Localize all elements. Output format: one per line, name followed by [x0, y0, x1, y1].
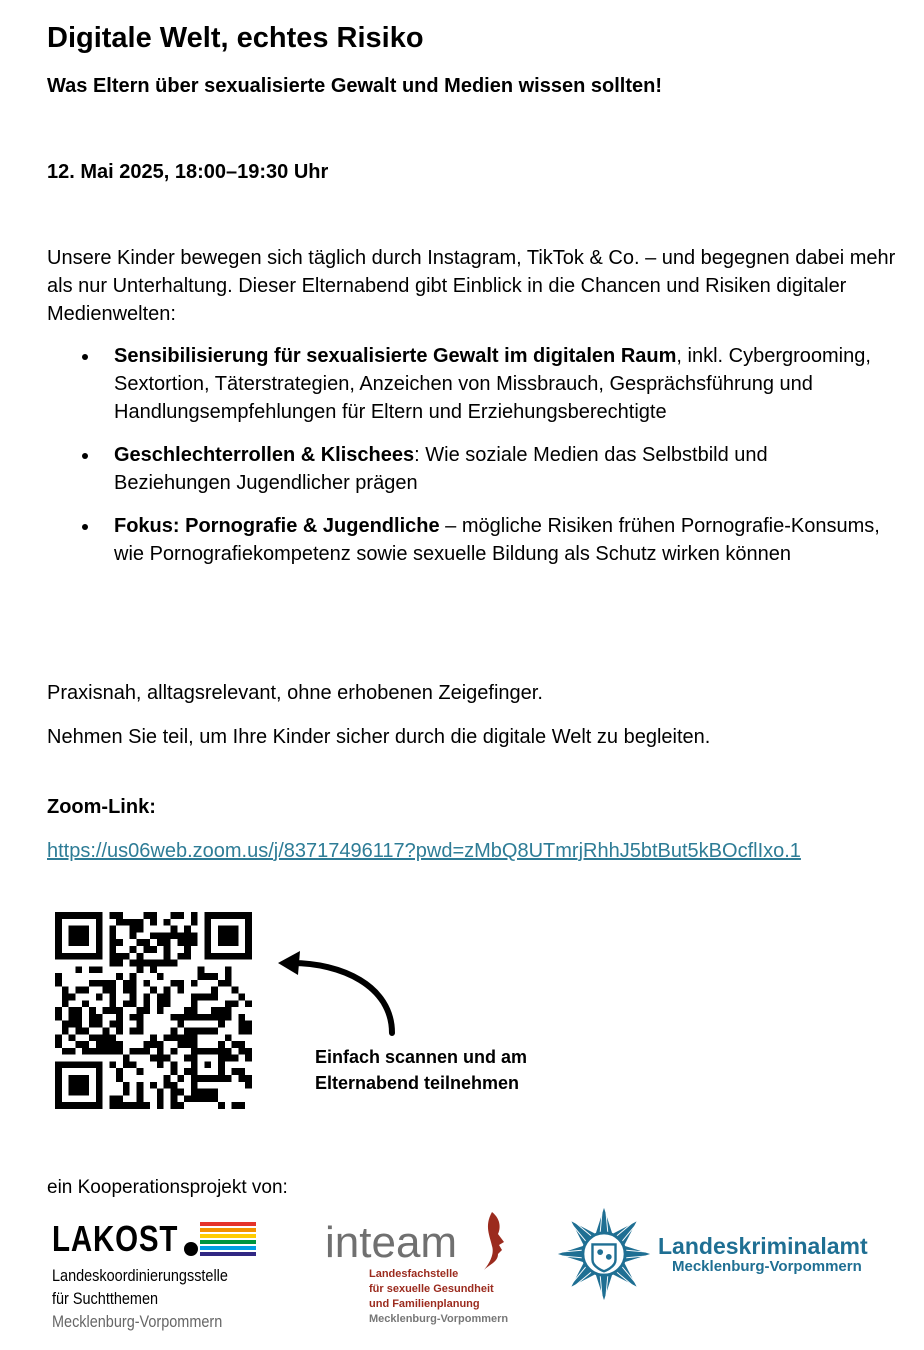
list-item-heading: Geschlechterrollen & Klischees [114, 444, 415, 466]
closing-line-1: Praxisnah, alltagsrelevant, ohne erhobenen Zeigefinger. [47, 682, 543, 704]
lakost-stripes-icon [200, 1222, 256, 1256]
lakost-stripe [200, 1228, 256, 1232]
closing-line-2: Nehmen Sie teil, um Ihre Kinder sicher durch die digitale Welt zu begleiten. [47, 726, 711, 748]
list-item-heading: Sensibilisierung für sexualisierte Gewalt im digitalen Raum [114, 345, 677, 367]
lka-name: Landeskriminalamt [658, 1233, 868, 1259]
zoom-link-label: Zoom-Link: [47, 796, 156, 818]
inteam-line-1: Landesfachstelle [369, 1268, 459, 1280]
police-star-icon [556, 1206, 652, 1302]
lakost-stripe [200, 1234, 256, 1238]
topic-list [47, 342, 887, 583]
lakost-stripe [200, 1240, 256, 1244]
qr-code-icon[interactable] [55, 912, 252, 1109]
lakost-dot-icon [184, 1242, 198, 1256]
list-item [47, 512, 887, 568]
inteam-logo [322, 1212, 542, 1332]
lakost-stripe [200, 1246, 256, 1250]
lakost-logo [52, 1218, 267, 1333]
lakost-line-1: Landeskoordinierungsstelle [52, 1266, 228, 1285]
list-item [47, 342, 887, 426]
list-item-heading: Fokus: Pornografie & Jugendliche [114, 515, 440, 537]
intro-paragraph: Unsere Kinder bewegen sich täglich durch Instagram, TikTok & Co. – und begegnen dabei mehr als nur Unterhaltung. Dieser Elternabend gibt Einblick in die Chancen und Risiken digitaler Medienwelten: [47, 247, 896, 325]
lakost-line-3: Mecklenburg-Vorpommern [52, 1312, 223, 1331]
bullet-icon [82, 524, 88, 530]
inteam-line-4: Mecklenburg-Vorpommern [369, 1313, 509, 1325]
bullet-icon [82, 453, 88, 459]
event-date: 12. Mai 2025, 18:00–19:30 Uhr [47, 161, 329, 183]
inteam-face-icon [480, 1212, 510, 1272]
list-item-text: : Wie soziale Medien das Selbstbild und Beziehungen Jugendlicher prägen [114, 444, 768, 494]
page-subtitle: Was Eltern über sexualisierte Gewalt und Medien wissen sollten! [47, 75, 662, 97]
bullet-icon [82, 354, 88, 360]
lka-subtitle: Mecklenburg-Vorpommern [672, 1258, 862, 1275]
inteam-line-3: und Familienplanung [369, 1298, 480, 1310]
inteam-line-2: für sexuelle Gesundheit [369, 1283, 494, 1295]
lakost-stripe [200, 1222, 256, 1226]
lakost-wordmark: LAKOST [52, 1218, 179, 1259]
cooperation-label: ein Kooperationsprojekt von: [47, 1177, 288, 1198]
list-item-text: – mögliche Risiken frühen Pornografie-Konsums, wie Pornografiekompetenz sowie sexuelle Bildung als Schutz wirken können [114, 515, 880, 565]
list-item-text: , inkl. Cybergrooming, Sextortion, Täterstrategien, Anzeichen von Missbrauch, Gesprächsführung und Handlungsempfehlungen für Eltern und Erziehungsberechtigte [114, 345, 871, 423]
list-item [47, 441, 887, 497]
lakost-stripe [200, 1252, 256, 1256]
page-title: Digitale Welt, echtes Risiko [47, 22, 424, 54]
zoom-link[interactable]: https://us06web.zoom.us/j/83717496117?pwd=zMbQ8UTmrjRhhJ5btBut5kBOcflIxo.1 [47, 840, 801, 862]
arrow-icon [270, 945, 410, 1045]
qr-caption: Einfach scannen und am Elternabend teilnehmen [315, 1047, 528, 1093]
inteam-wordmark: inteam [325, 1218, 458, 1267]
lakost-line-2: für Suchtthemen [52, 1289, 159, 1308]
